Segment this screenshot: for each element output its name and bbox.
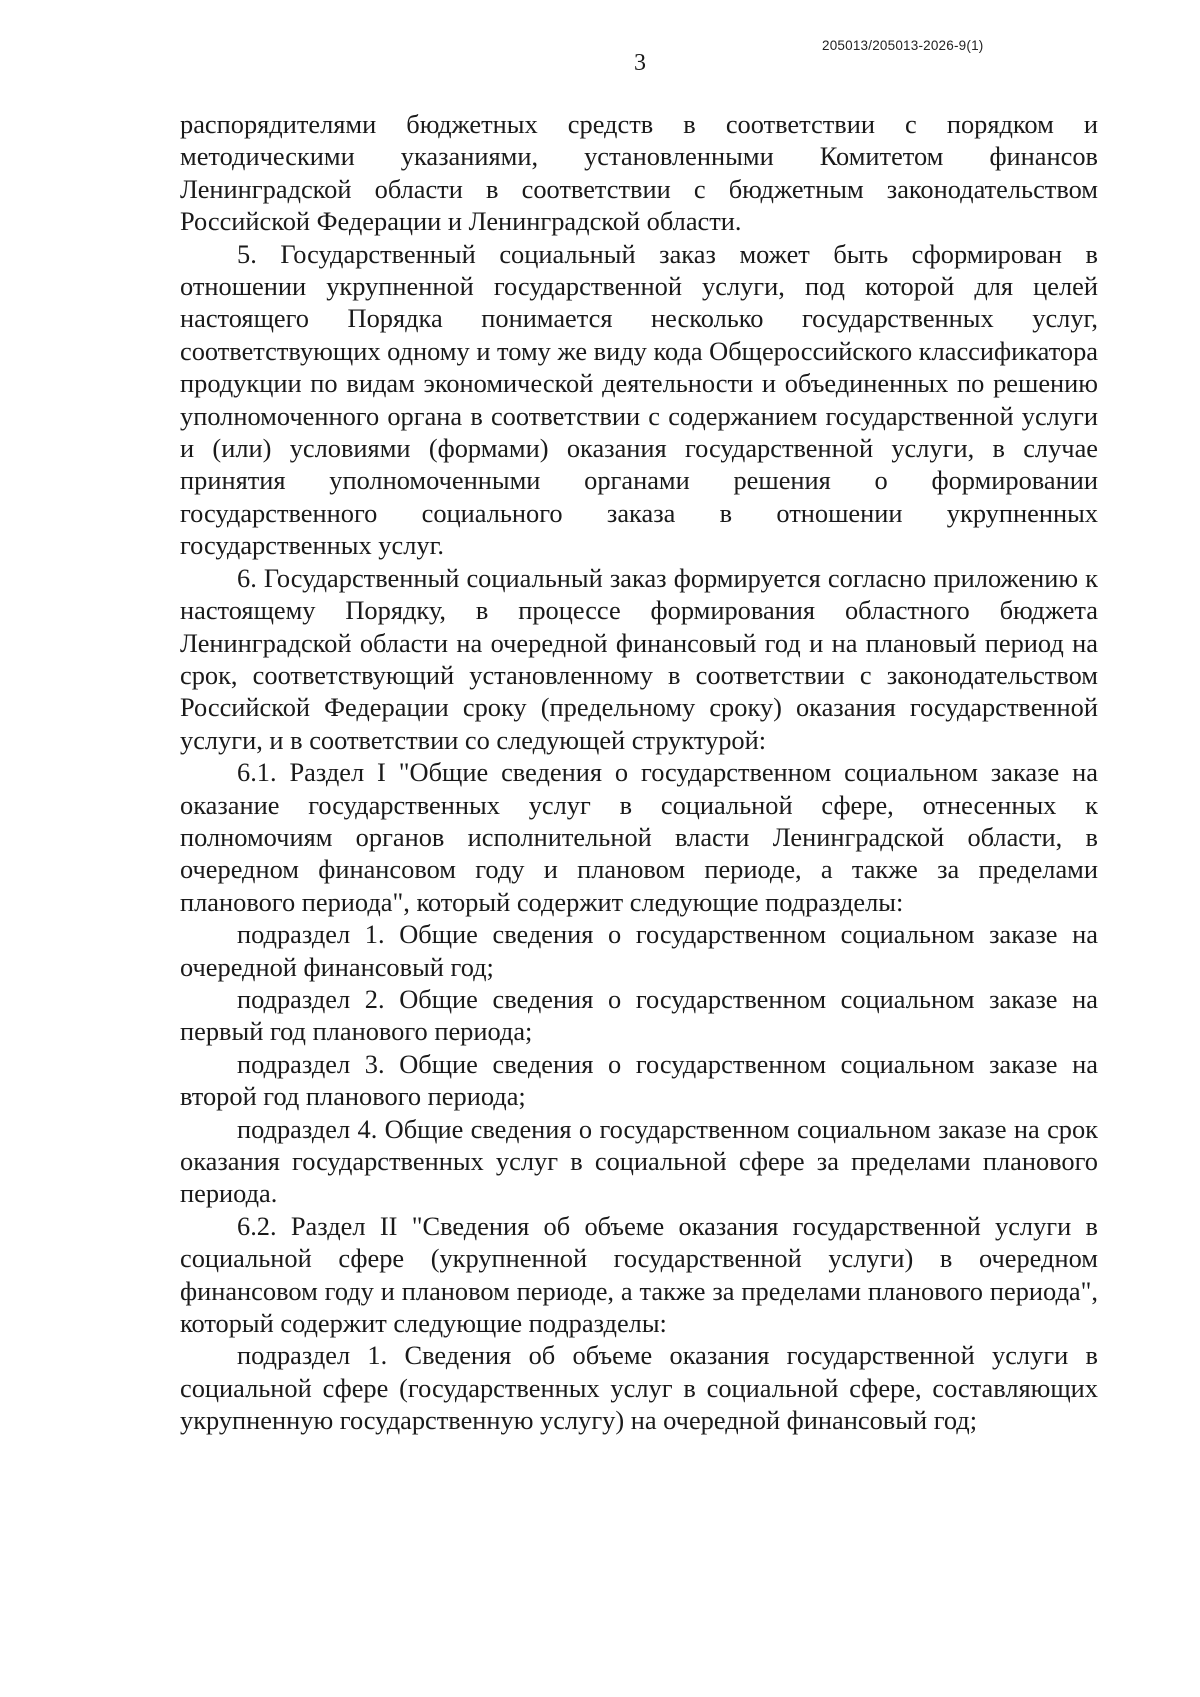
subsection-1-1: подраздел 1. Общие сведения о государственном социальном заказе на очередной финансовый год; [180, 919, 1098, 982]
paragraph-item-6-2: 6.2. Раздел II "Сведения об объеме оказания государственной услуги в социальной сфере (укрупненной государственной услуги) в очередном финансовом году и плановом периоде, а также за пределами планового периода", который содержит следующие подразделы: [180, 1210, 1098, 1339]
paragraph-continuation: распорядителями бюджетных средств в соответствии с порядком и методическими указаниями, установленными Комитетом финансов Ленинградской области в соответствии с бюджетным законодательством Российской Федерации и Ленинградской области. [180, 109, 1098, 237]
document-code: 205013/205013-2026-9(1) [822, 38, 984, 53]
subsection-1-3: подраздел 3. Общие сведения о государственном социальном заказе на второй год планового периода; [180, 1048, 1098, 1112]
subsection-2-1: подраздел 1. Сведения об объеме оказания государственной услуги в социальной сфере (государственных услуг в социальной сфере, составляющих укрупненную государственную услугу) на очередной финансовый год; [180, 1340, 1098, 1436]
paragraph-item-6: 6. Государственный социальный заказ формируется согласно приложению к настоящему Порядку, в процессе формирования областного бюджета Ленинградской области на очередной финансовый год и на плановый период на срок, соответствующий установленному в соответствии с законодательством Российской Федерации сроку (предельному сроку) оказания государственной услуги, и в соответствии со следующей структурой: [180, 562, 1098, 755]
page-number: 3 [634, 50, 646, 76]
paragraph-item-6-1: 6.1. Раздел I "Общие сведения о государственном социальном заказе на оказание государственных услуг в социальной сфере, отнесенных к полномочиям органов исполнительной власти Ленинградской области, в очередном финансовом году и плановом периоде, а также за пределами планового периода", который содержит следующие подразделы: [180, 757, 1098, 917]
subsection-1-2: подраздел 2. Общие сведения о государственном социальном заказе на первый год планового периода; [180, 983, 1098, 1047]
subsection-1-4: подраздел 4. Общие сведения о государственном социальном заказе на срок оказания государственных услуг в социальной сфере за пределами планового периода. [180, 1113, 1098, 1209]
paragraph-item-5: 5. Государственный социальный заказ может быть сформирован в отношении укрупненной государственной услуги, под которой для целей настоящего Порядка понимается несколько государственных услуг, соответствующих одному и тому же виду кода Общероссийского классификатора продукции по видам экономической деятельности и объединенных по решению уполномоченного органа в соответствии с содержанием государственной услуги и (или) условиями (формами) оказания государственной услуги, в случае принятия уполномоченными органами решения о формировании государственного социального заказа в отношении укрупненных государственных услуг. [180, 238, 1098, 561]
document-body [180, 108, 1098, 1437]
